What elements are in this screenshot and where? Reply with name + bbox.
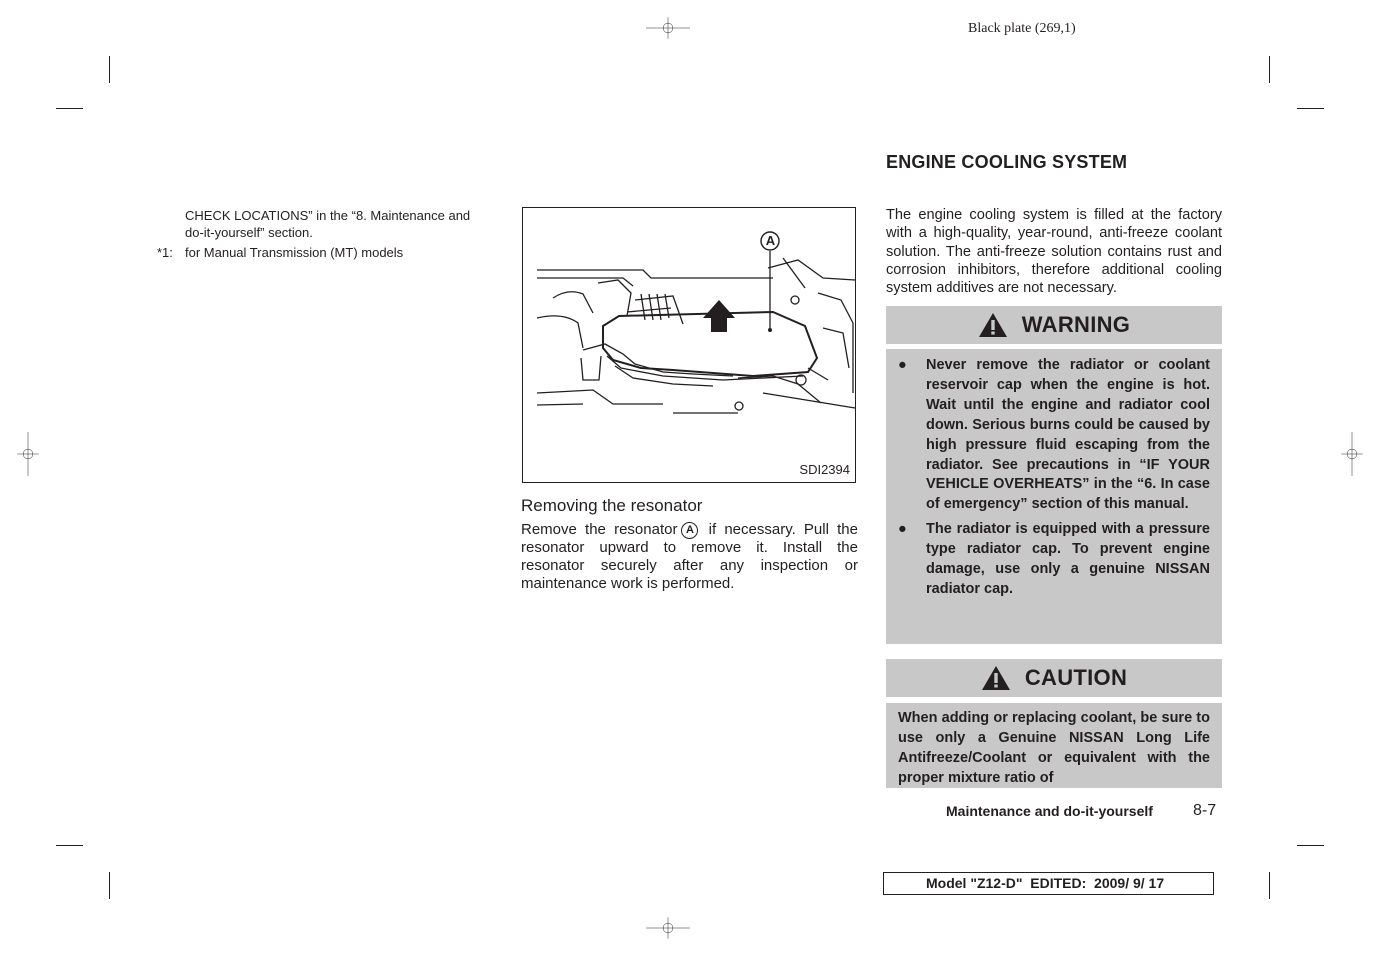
registration-mark-bottom-icon — [646, 906, 690, 950]
left-column — [157, 207, 502, 261]
caution-text: When adding or replacing coolant, be sure to use only a Genuine NISSAN Long Life Antifreeze/Coolant or equivalent with the proper mixture ratio of — [898, 710, 1210, 786]
warning-item — [898, 356, 1210, 515]
warning-item — [898, 520, 1210, 600]
page-number: 8-7 — [1193, 802, 1217, 819]
caution-body — [886, 703, 1222, 788]
warning-item-text: The radiator is equipped with a pressure type radiator cap. To prevent engine damage, use only a genuine NISSAN radiator cap. — [926, 521, 1210, 597]
caution-header — [886, 659, 1222, 697]
warning-item-text: Never remove the radiator or coolant reservoir cap when the engine is hot. Wait until the engine and radiator cool down. Serious burns could be caused by high pressure fluid escaping from the radiator. See precautions in “IF YOUR VEHICLE OVERHEATS” in the “6. In case of emergency” section of this manual. — [926, 357, 1210, 513]
registration-mark-top-icon — [646, 6, 690, 50]
warning-body — [886, 349, 1222, 644]
footnote-text: for Manual Transmission (MT) models — [185, 245, 404, 260]
instructions-text-before: Remove the resonator — [521, 521, 678, 538]
bullet-icon: ● — [898, 357, 907, 373]
left-text-line-2: do-it-yourself” section. — [185, 225, 313, 240]
caution-title: CAUTION — [1024, 665, 1128, 690]
section-heading: ENGINE COOLING SYSTEM — [886, 152, 1128, 172]
figure-code: SDI2394 — [799, 462, 850, 477]
warning-title: WARNING — [1021, 312, 1131, 337]
warning-triangle-icon — [981, 665, 1011, 691]
resonator-instructions — [521, 521, 858, 593]
bullet-icon: ● — [898, 521, 907, 538]
instructions-text-after: if necessary. Pull the resonator upward to remove it. Install the resonator securely after any inspection or maintenance work is performed. — [521, 521, 858, 592]
callout-label-a: A — [765, 233, 776, 248]
registration-mark-left-icon — [6, 432, 50, 476]
callout-marker-a: A — [681, 522, 698, 539]
resonator-illustration — [523, 208, 857, 484]
section-subheading: Removing the resonator — [521, 496, 703, 515]
engine-illustration-figure — [522, 207, 856, 483]
intro-paragraph: The engine cooling system is filled at the factory with a high-quality, year-round, anti-freeze coolant solution. The anti-freeze solution contains rust and corrosion inhibitors, therefore additional cooling system additives are not necessary. — [886, 207, 1222, 297]
plate-label: Black plate (269,1) — [968, 21, 1076, 36]
warning-triangle-icon — [978, 312, 1008, 338]
left-text-line-1: CHECK LOCATIONS” in the “8. Maintenance and — [185, 208, 471, 223]
footnote — [157, 244, 502, 261]
warning-header — [886, 306, 1222, 344]
registration-mark-right-icon — [1330, 432, 1374, 476]
footnote-mark: *1: — [157, 245, 173, 260]
model-edit-stamp: Model "Z12-D" EDITED: 2009/ 9/ 17 — [883, 872, 1214, 895]
footer-section-title: Maintenance and do-it-yourself — [946, 803, 1153, 819]
